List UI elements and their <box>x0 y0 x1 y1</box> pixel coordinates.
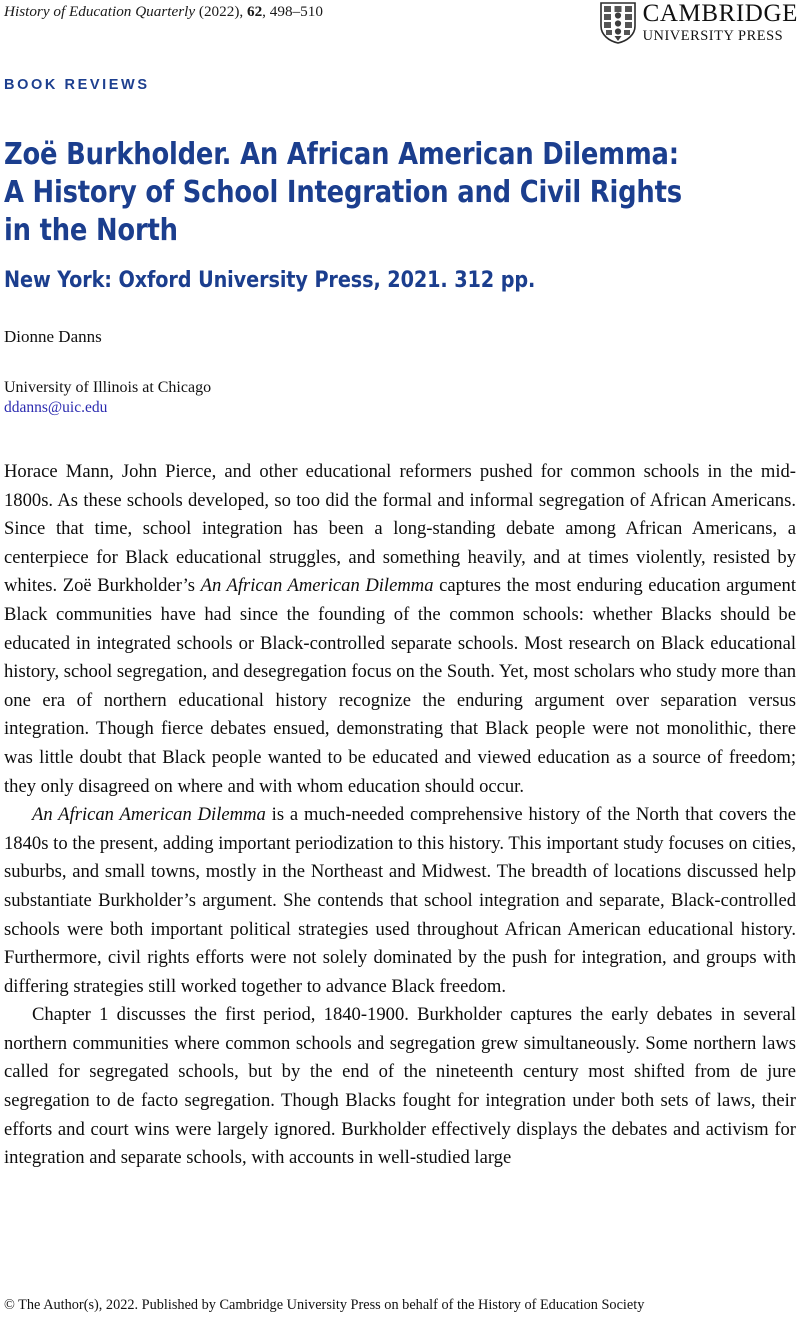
reviewer-name: Dionne Danns <box>4 327 102 346</box>
copyright-notice: © The Author(s), 2022. Published by Cambridge University Press on behalf of the History of Education Society <box>4 1297 645 1313</box>
body-paragraph <box>4 1001 796 1173</box>
body-paragraph <box>4 458 796 801</box>
running-head-journal-title: History of Education Quarterly <box>4 3 196 20</box>
italic-book-title: An African American Dilemma <box>200 575 434 597</box>
cambridge-shield-icon <box>600 2 636 44</box>
running-head-year: (2022), <box>195 3 247 20</box>
article-body <box>4 458 796 1173</box>
reviewer-affiliation: University of Illinois at Chicago <box>4 379 212 396</box>
running-head-pages: , 498–510 <box>262 3 323 20</box>
cambridge-logo-wordmark <box>643 2 798 44</box>
running-head <box>4 2 604 21</box>
running-head-volume: 62 <box>246 3 263 20</box>
cambridge-logo-line2: UNIVERSITY PRESS <box>642 28 784 44</box>
reviewer-email-link[interactable]: ddanns@uic.edu <box>4 399 108 416</box>
italic-book-title: An African American Dilemma <box>32 804 266 826</box>
text-run: is a much-needed comprehensive history of the North that covers the 1840s to the present, adding important periodization to this history. This important study focuses on cities, suburbs, and small towns, mostly in the Northeast and Midwest. The breadth of locations discussed help substantiate Burkholder’s argument. She contends that school integration and separate, Black-controlled schools were both important political strategies used throughout African American educational history. Furthermore, civil rights efforts were not solely dominated by the push for integration, and groups with differing strategies still worked together to advance Black freedom. <box>4 804 796 997</box>
title-block <box>4 136 744 295</box>
text-run: captures the most enduring education argument Black communities have had since the founding of the common schools: whether Blacks should be educated in integrated schools or Black-controlled separate schools. Most research on Black educational history, school segregation, and desegregation focus on the South. Yet, most scholars who study more than one era of northern educational history recognize the enduring argument over separation versus integration. Though fierce debates ensued, demonstrating that Black people were not monolithic, there was little doubt that Black people wanted to be educated and viewed education as a source of freedom; they only disagreed on where and with whom education should occur. <box>4 575 797 797</box>
reviewer-block <box>4 326 504 418</box>
section-label-book-reviews: BOOK REVIEWS <box>4 77 150 93</box>
article-title: Zoë Burkholder. An African American Dilemma: A History of School Integration and Civil Rights in the North <box>4 137 682 248</box>
body-paragraph <box>4 801 796 1001</box>
text-run: Chapter 1 discusses the first period, 1840-1900. Burkholder captures the early debates in several northern communities where common schools and segregation grew simultaneously. Some northern laws called for segregated schools, but by the end of the nineteenth century most shifted from de jure segregation to de facto segregation. Though Blacks fought for integration under both sets of laws, their efforts and court wins were largely ignored. Burkholder effectively displays the debates and activism for integration and separate schools, with accounts in well-studied large <box>4 1004 796 1169</box>
text-run: Horace Mann, John Pierce, and other educational reformers pushed for common schools in the mid-1800s. As these schools developed, so too did the formal and informal segregation of African Americans. Since that time, school integration has been a long-standing debate among African Americans, a centerpiece for Black educational struggles, and something heavily, and at times violently, resisted by whites. Zoë Burkholder’s <box>4 461 796 597</box>
cambridge-logo-line1: CAMBRIDGE <box>642 0 798 27</box>
cambridge-university-press-logo <box>600 2 798 44</box>
book-imprint: New York: Oxford University Press, 2021. 312 pp. <box>4 267 536 293</box>
